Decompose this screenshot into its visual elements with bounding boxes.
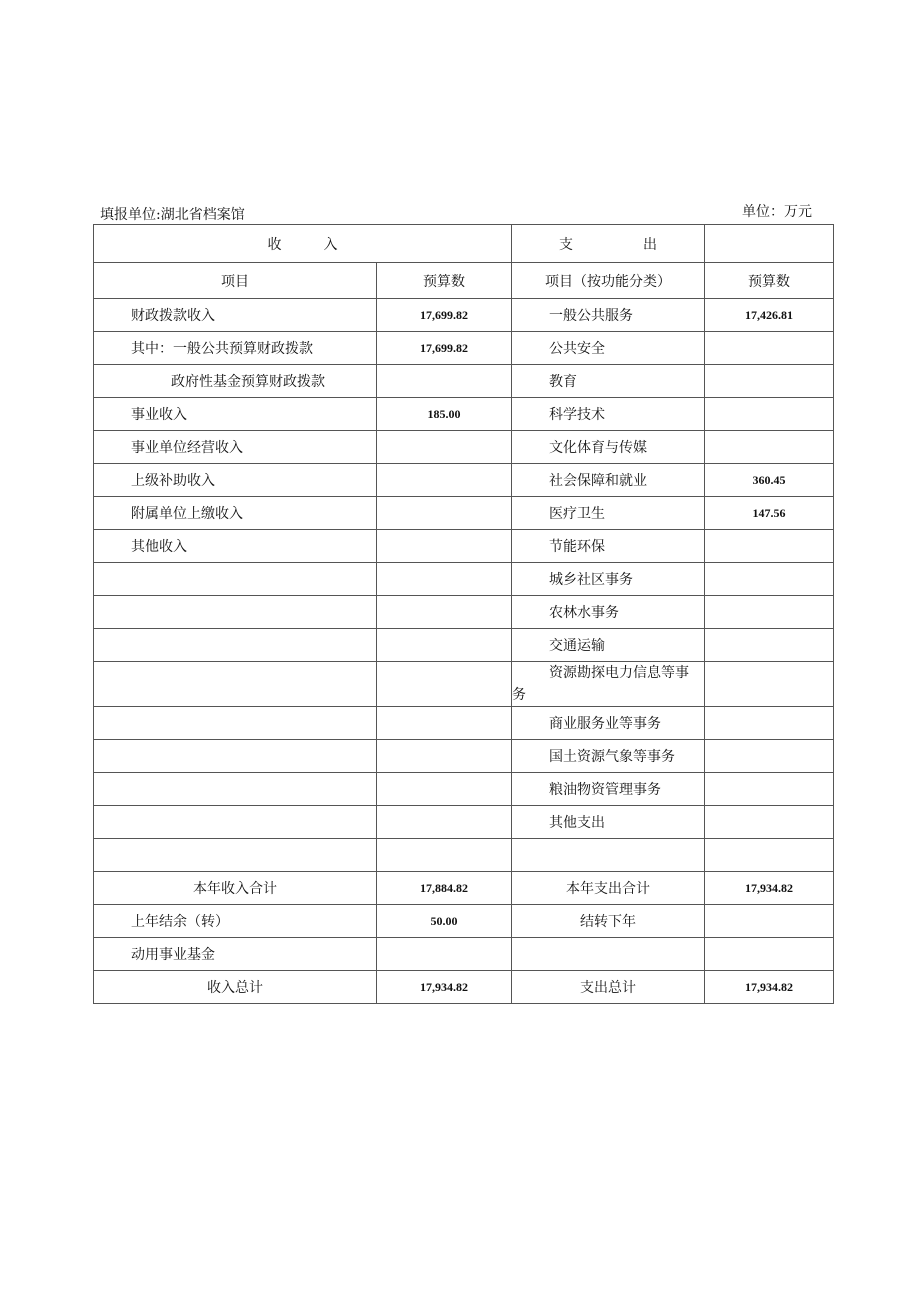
income-item: 上年结余（转） xyxy=(94,905,377,938)
subtotal-row xyxy=(94,872,834,905)
income-value xyxy=(377,938,512,971)
income-subtotal-value: 17,884.82 xyxy=(377,872,512,905)
expense-total-value: 17,934.82 xyxy=(705,971,834,1004)
income-item xyxy=(94,707,377,740)
expense-value xyxy=(705,839,834,872)
total-row xyxy=(94,971,834,1004)
income-value xyxy=(377,707,512,740)
income-item: 附属单位上缴收入 xyxy=(94,497,377,530)
income-item xyxy=(94,629,377,662)
income-item xyxy=(94,773,377,806)
col-header-expense-item: 项目（按功能分类） xyxy=(512,263,705,299)
table-row xyxy=(94,332,834,365)
income-item xyxy=(94,662,377,707)
expense-item-line1: 资源勘探电力信息等事 xyxy=(549,665,689,681)
income-item: 动用事业基金 xyxy=(94,938,377,971)
income-value: 185.00 xyxy=(377,398,512,431)
table-row xyxy=(94,563,834,596)
table-row xyxy=(94,530,834,563)
income-value xyxy=(377,497,512,530)
section-header-row xyxy=(94,225,834,263)
income-value xyxy=(377,365,512,398)
income-value xyxy=(377,530,512,563)
income-value xyxy=(377,464,512,497)
expense-item xyxy=(512,938,705,971)
income-item: 其他收入 xyxy=(94,530,377,563)
expense-item: 粮油物资管理事务 xyxy=(512,773,705,806)
income-item xyxy=(94,839,377,872)
income-value xyxy=(377,629,512,662)
expense-value xyxy=(705,530,834,563)
expense-value xyxy=(705,806,834,839)
income-item: 事业单位经营收入 xyxy=(94,431,377,464)
expense-total-label: 支出总计 xyxy=(512,971,705,1004)
income-value xyxy=(377,806,512,839)
income-item xyxy=(94,740,377,773)
income-value xyxy=(377,839,512,872)
expense-value xyxy=(705,905,834,938)
income-item xyxy=(94,806,377,839)
expense-item: 教育 xyxy=(512,365,705,398)
column-header-row xyxy=(94,263,834,299)
income-value xyxy=(377,740,512,773)
expense-item xyxy=(512,839,705,872)
income-item: 政府性基金预算财政拨款 xyxy=(94,365,377,398)
table-row xyxy=(94,398,834,431)
expense-item: 农林水事务 xyxy=(512,596,705,629)
table-row xyxy=(94,299,834,332)
income-item: 事业收入 xyxy=(94,398,377,431)
income-value xyxy=(377,773,512,806)
reporting-unit: 填报单位:湖北省档案馆 xyxy=(100,207,245,223)
expense-value: 147.56 xyxy=(705,497,834,530)
expense-item xyxy=(512,662,705,707)
expense-value xyxy=(705,773,834,806)
currency-unit: 单位：万元 xyxy=(742,204,812,220)
table-row xyxy=(94,740,834,773)
expense-value xyxy=(705,596,834,629)
expense-item: 国土资源气象等事务 xyxy=(512,740,705,773)
expense-value xyxy=(705,332,834,365)
table-row xyxy=(94,497,834,530)
income-value: 50.00 xyxy=(377,905,512,938)
expense-item: 社会保障和就业 xyxy=(512,464,705,497)
income-item: 财政拨款收入 xyxy=(94,299,377,332)
income-value xyxy=(377,563,512,596)
expense-item: 文化体育与传媒 xyxy=(512,431,705,464)
income-item xyxy=(94,596,377,629)
income-item xyxy=(94,563,377,596)
col-header-income-item: 项目 xyxy=(94,263,377,299)
expense-item: 医疗卫生 xyxy=(512,497,705,530)
income-total-label: 收入总计 xyxy=(94,971,377,1004)
expense-subtotal-label: 本年支出合计 xyxy=(512,872,705,905)
income-value: 17,699.82 xyxy=(377,332,512,365)
expense-value xyxy=(705,662,834,707)
expense-section-blank xyxy=(705,225,834,263)
expense-value xyxy=(705,740,834,773)
expense-item: 节能环保 xyxy=(512,530,705,563)
income-section-title: 收 入 xyxy=(94,225,512,263)
expense-value xyxy=(705,629,834,662)
expense-value xyxy=(705,365,834,398)
expense-value: 360.45 xyxy=(705,464,834,497)
table-row xyxy=(94,839,834,872)
expense-value xyxy=(705,431,834,464)
expense-item: 商业服务业等事务 xyxy=(512,707,705,740)
col-header-income-budget: 预算数 xyxy=(377,263,512,299)
expense-value xyxy=(705,398,834,431)
expense-item: 结转下年 xyxy=(512,905,705,938)
table-row xyxy=(94,938,834,971)
table-row xyxy=(94,806,834,839)
table-row xyxy=(94,629,834,662)
table-row xyxy=(94,773,834,806)
expense-item: 一般公共服务 xyxy=(512,299,705,332)
expense-value xyxy=(705,563,834,596)
expense-item: 公共安全 xyxy=(512,332,705,365)
budget-table xyxy=(93,224,834,1004)
expense-item: 城乡社区事务 xyxy=(512,563,705,596)
expense-value xyxy=(705,938,834,971)
table-row xyxy=(94,662,834,707)
expense-item: 交通运输 xyxy=(512,629,705,662)
income-value xyxy=(377,662,512,707)
expense-value: 17,426.81 xyxy=(705,299,834,332)
income-value xyxy=(377,431,512,464)
income-item: 上级补助收入 xyxy=(94,464,377,497)
income-total-value: 17,934.82 xyxy=(377,971,512,1004)
income-value: 17,699.82 xyxy=(377,299,512,332)
col-header-expense-budget: 预算数 xyxy=(705,263,834,299)
expense-item: 科学技术 xyxy=(512,398,705,431)
expense-item: 其他支出 xyxy=(512,806,705,839)
table-row xyxy=(94,464,834,497)
income-item: 其中：一般公共预算财政拨款 xyxy=(94,332,377,365)
income-value xyxy=(377,596,512,629)
table-row xyxy=(94,365,834,398)
table-row xyxy=(94,905,834,938)
expense-value xyxy=(705,707,834,740)
expense-section-title: 支 出 xyxy=(512,225,705,263)
expense-subtotal-value: 17,934.82 xyxy=(705,872,834,905)
table-row xyxy=(94,596,834,629)
income-subtotal-label: 本年收入合计 xyxy=(94,872,377,905)
expense-item-line2: 务 xyxy=(512,687,526,703)
table-row xyxy=(94,707,834,740)
table-row xyxy=(94,431,834,464)
